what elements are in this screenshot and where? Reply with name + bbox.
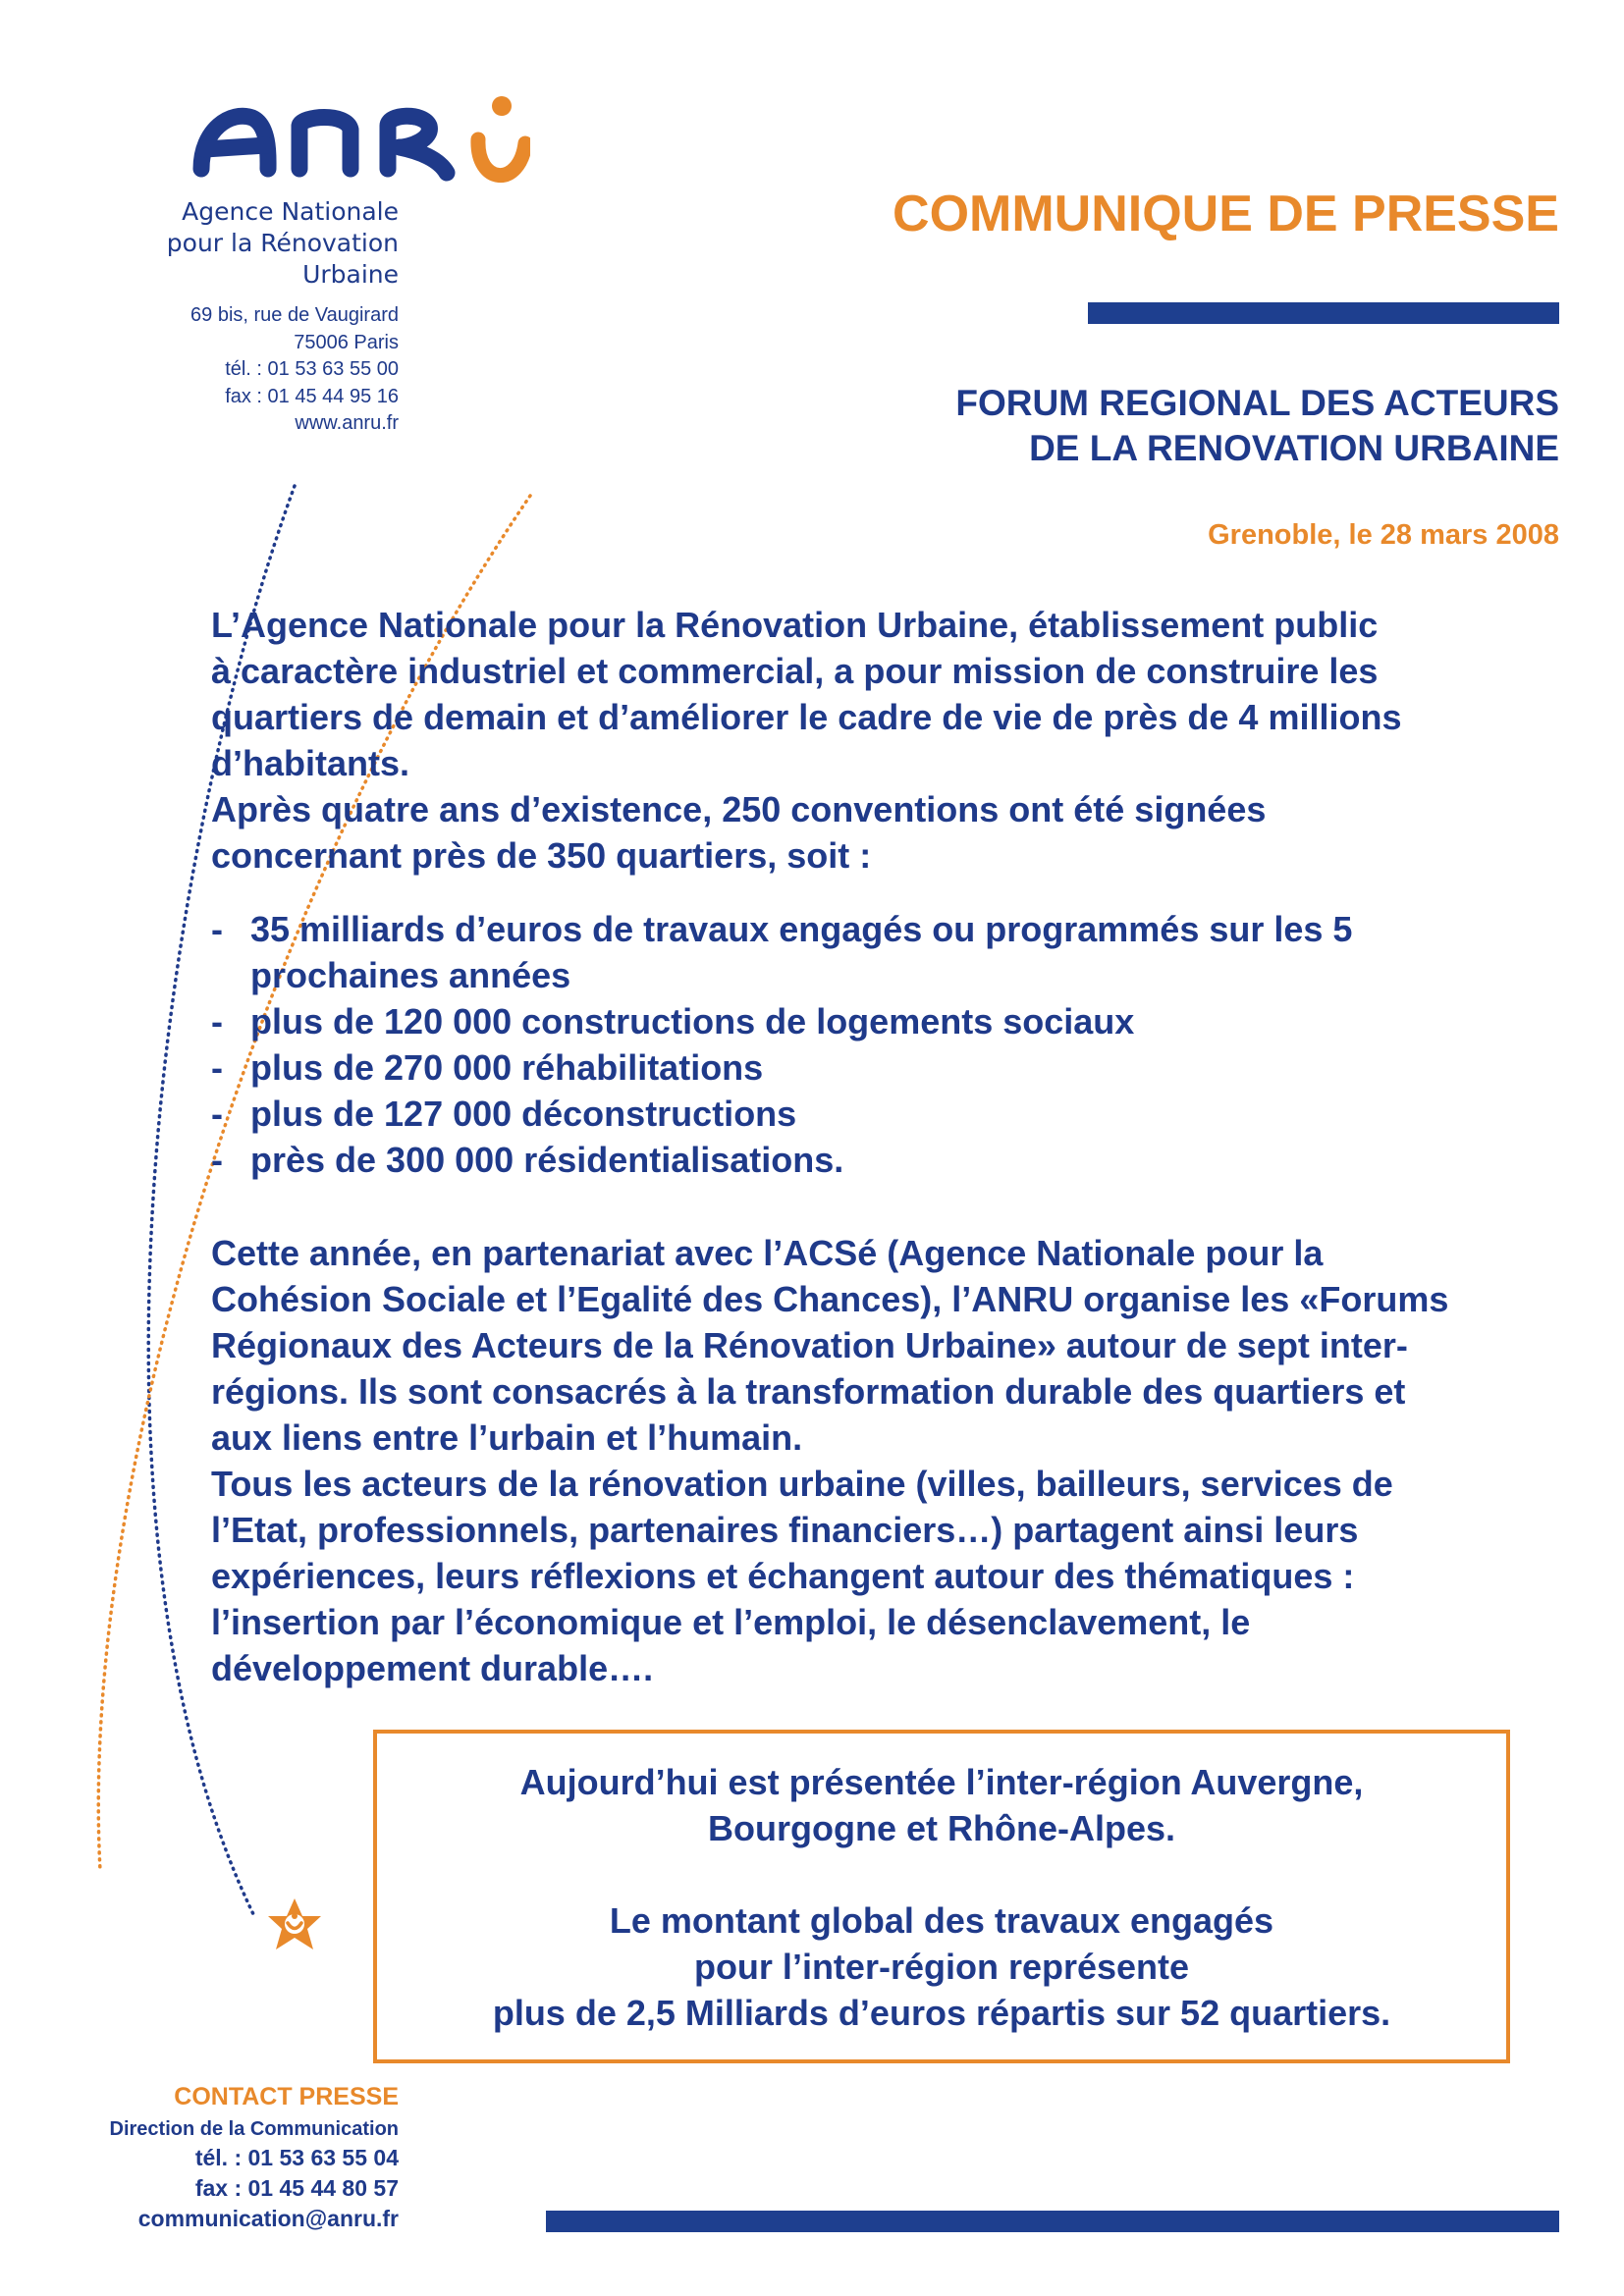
text-line: régions. Ils sont consacrés à la transformation durable des quartiers et [211, 1371, 1406, 1412]
figures-list [211, 906, 1586, 1183]
contact-fax: fax : 01 45 44 80 57 [194, 2175, 399, 2201]
text-line: l’insertion par l’économique et l’emploi, le désenclavement, le [211, 1602, 1251, 1642]
contact-phone: tél. : 01 53 63 55 04 [194, 2145, 399, 2170]
contact-email[interactable]: communication@anru.fr [137, 2206, 399, 2231]
list-item-text: prochaines années [250, 955, 571, 995]
text-line: Après quatre ans d’existence, 250 conventions ont été signées [211, 789, 1267, 829]
highlight-line: Aujourd’hui est présentée l’inter-région Auvergne, [519, 1762, 1364, 1802]
address-fax: fax : 01 45 44 95 16 [225, 385, 399, 407]
partnership-paragraph [211, 1230, 1586, 1691]
highlight-line: Le montant global des travaux engagés [609, 1900, 1274, 1941]
highlight-line: Bourgogne et Rhône-Alpes. [708, 1808, 1175, 1848]
star-emblem-icon [268, 1898, 321, 1949]
highlight-text-amount [373, 1897, 1510, 2036]
list-item [211, 1137, 1586, 1183]
agency-name-line: Urbaine [302, 260, 399, 289]
list-item-text: près de 300 000 résidentialisations. [250, 1140, 844, 1180]
dateline: Grenoble, le 28 mars 2008 [1208, 519, 1559, 551]
address-phone: tél. : 01 53 63 55 00 [225, 358, 399, 380]
list-item-text: plus de 120 000 constructions de logements sociaux [250, 1001, 1135, 1041]
bullet-dash: - [211, 1140, 223, 1180]
bullet-dash: - [211, 1047, 223, 1088]
contact-title: CONTACT PRESSE [174, 2083, 399, 2110]
address-city: 75006 Paris [294, 331, 399, 353]
intro-paragraph [211, 602, 1586, 879]
text-line: Tous les acteurs de la rénovation urbaine (villes, bailleurs, services de [211, 1464, 1393, 1504]
list-item-text: 35 milliards d’euros de travaux engagés ou programmés sur les 5 [250, 909, 1353, 949]
text-line: L’Agence Nationale pour la Rénovation Urbaine, établissement public [211, 605, 1379, 645]
footer-divider [546, 2211, 1559, 2232]
list-item-text: plus de 127 000 déconstructions [250, 1094, 797, 1134]
text-line: quartiers de demain et d’améliorer le cadre de vie de près de 4 millions [211, 697, 1402, 737]
subtitle-line: FORUM REGIONAL DES ACTEURS [955, 383, 1559, 423]
address-website: www.anru.fr [295, 412, 399, 434]
highlight-line: plus de 2,5 Milliards d’euros répartis sur 52 quartiers. [492, 1993, 1391, 2033]
list-item [211, 1044, 1586, 1091]
contact-department: Direction de la Communication [109, 2118, 399, 2140]
bullet-dash: - [211, 1094, 223, 1134]
list-item [211, 906, 1586, 998]
bullet-dash: - [211, 909, 223, 949]
text-line: Cette année, en partenariat avec l’ACSé (Agence Nationale pour la [211, 1233, 1324, 1273]
list-item [211, 998, 1586, 1044]
agency-name-line: Agence Nationale [182, 197, 399, 226]
subtitle-line: DE LA RENOVATION URBAINE [1029, 428, 1559, 468]
text-line: développement durable…. [211, 1648, 654, 1688]
contact-block [59, 2115, 399, 2234]
forum-subtitle [687, 381, 1559, 471]
text-line: concernant près de 350 quartiers, soit : [211, 835, 872, 876]
list-item-text: plus de 270 000 réhabilitations [250, 1047, 764, 1088]
agency-address [137, 302, 399, 438]
text-line: l’Etat, professionnels, partenaires financiers…) partagent ainsi leurs [211, 1510, 1359, 1550]
list-item [211, 1091, 1586, 1137]
text-line: Cohésion Sociale et l’Egalité des Chances), l’ANRU organise les «Forums [211, 1279, 1449, 1319]
highlight-text-region [373, 1759, 1510, 1851]
text-line: aux liens entre l’urbain et l’humain. [211, 1417, 803, 1458]
header-divider [1088, 302, 1559, 324]
bullet-dash: - [211, 1001, 223, 1041]
text-line: Régionaux des Acteurs de la Rénovation Urbaine» autour de sept inter- [211, 1325, 1408, 1365]
address-street: 69 bis, rue de Vaugirard [190, 304, 399, 326]
press-release-title: COMMUNIQUE DE PRESSE [893, 186, 1559, 242]
anru-logo [191, 90, 530, 200]
agency-name [137, 196, 399, 291]
text-line: à caractère industriel et commercial, a pour mission de construire les [211, 651, 1379, 691]
text-line: d’habitants. [211, 743, 410, 783]
highlight-line: pour l’inter-région représente [693, 1947, 1190, 1987]
text-line: expériences, leurs réflexions et échangent autour des thématiques : [211, 1556, 1355, 1596]
agency-name-line: pour la Rénovation [166, 229, 399, 257]
